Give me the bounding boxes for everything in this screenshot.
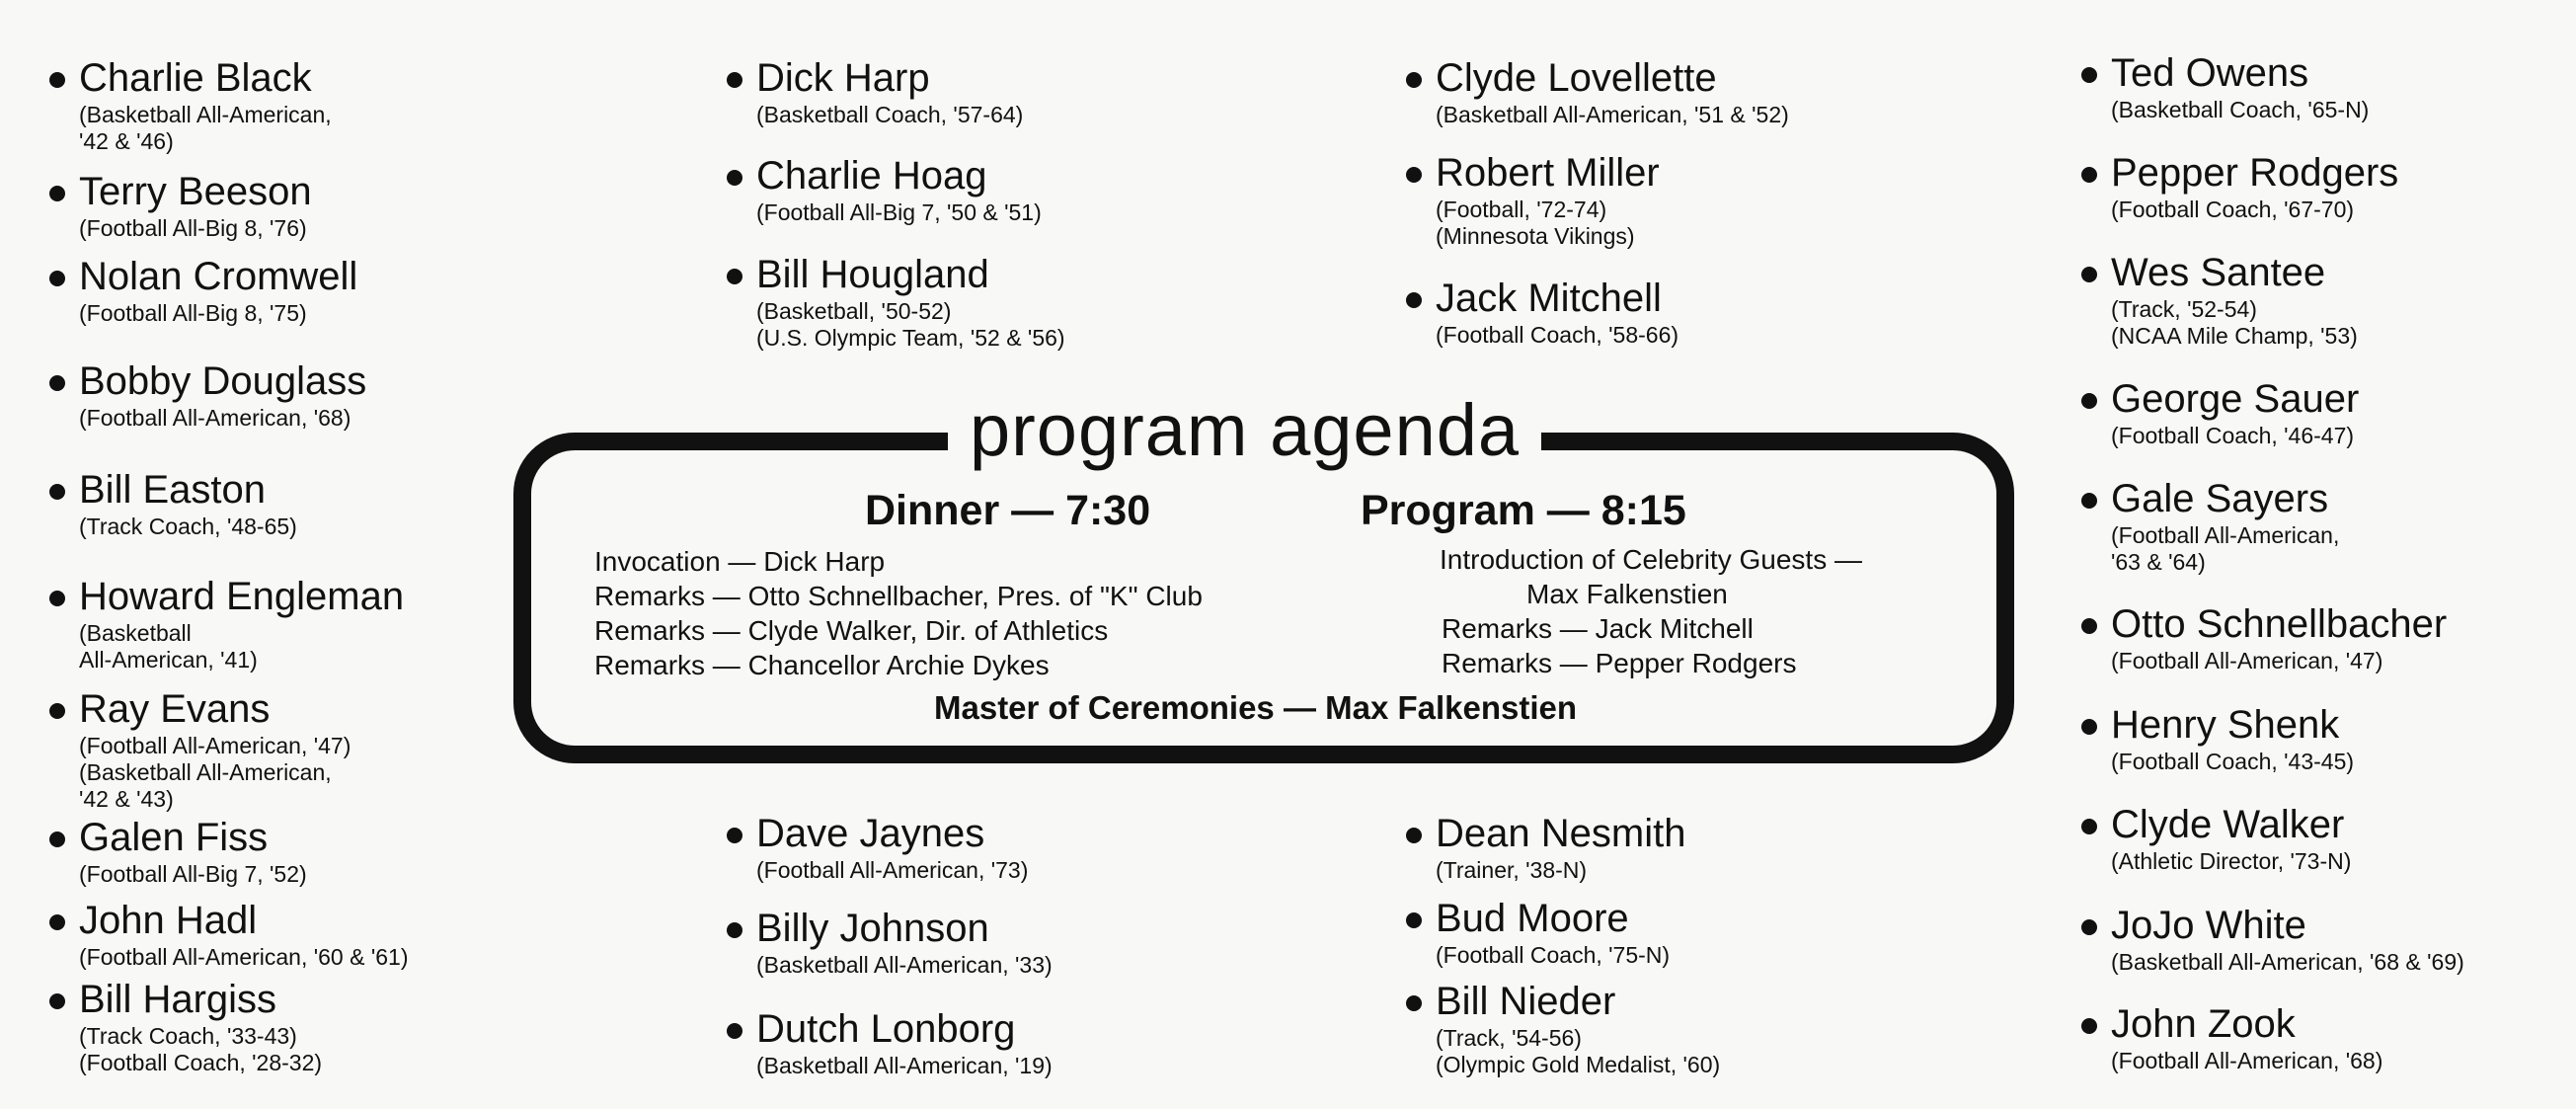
- bullet-icon: [727, 170, 742, 186]
- bullet-icon: [2081, 618, 2097, 634]
- person-detail: (Trainer, '38-N): [1436, 857, 1588, 883]
- bullet-icon: [727, 1023, 742, 1039]
- person-detail: (Football All-American, '68): [79, 405, 351, 431]
- person-name: Bill Easton: [79, 468, 266, 512]
- agenda-title: program agenda: [948, 387, 1541, 474]
- person-detail: (Basketball Coach, '57-64): [756, 102, 1024, 127]
- person-name: Dean Nesmith: [1436, 812, 1686, 855]
- person-name: Clyde Lovellette: [1436, 56, 1717, 100]
- person-name: Terry Beeson: [79, 170, 312, 213]
- person-detail: (Football Coach, '67-70): [2111, 197, 2355, 222]
- bullet-icon: [2081, 1018, 2097, 1034]
- person-name: Bill Nieder: [1436, 980, 1616, 1023]
- person-detail: (Track Coach, '33-43) (Football Coach, '28-32): [79, 1023, 323, 1075]
- person-name: Nolan Cromwell: [79, 255, 358, 298]
- person-name: Otto Schnellbacher: [2111, 602, 2448, 646]
- dinner-item: Remarks — Otto Schnellbacher, Pres. of "K" Club: [594, 581, 1203, 611]
- bullet-icon: [49, 993, 65, 1009]
- bullet-icon: [727, 72, 742, 88]
- person-name: Bill Hougland: [756, 253, 989, 296]
- person-name: John Zook: [2111, 1002, 2296, 1046]
- person-name: Henry Shenk: [2111, 703, 2340, 747]
- person-detail: (Basketball All-American, '19): [756, 1053, 1053, 1078]
- bullet-icon: [2081, 719, 2097, 735]
- person-detail: (Athletic Director, '73-N): [2111, 848, 2352, 874]
- bullet-icon: [49, 375, 65, 391]
- person-name: Ray Evans: [79, 687, 271, 731]
- bullet-icon: [49, 72, 65, 88]
- bullet-icon: [49, 591, 65, 606]
- person-detail: (Basketball All-American, '33): [756, 952, 1053, 978]
- program-item: Remarks — Jack Mitchell: [1442, 613, 1754, 644]
- bullet-icon: [49, 186, 65, 201]
- person-detail: (Football All-American, '63 & '64): [2111, 522, 2340, 575]
- bullet-icon: [2081, 493, 2097, 509]
- person-name: Billy Johnson: [756, 907, 989, 950]
- person-name: Charlie Black: [79, 56, 312, 100]
- person-detail: (Basketball All-American, '41): [79, 620, 258, 673]
- bullet-icon: [1406, 292, 1422, 308]
- person-name: Clyde Walker: [2111, 803, 2345, 846]
- bullet-icon: [49, 703, 65, 719]
- program-heading: Program — 8:15: [1361, 487, 1686, 534]
- person-name: Ted Owens: [2111, 51, 2309, 95]
- person-detail: (Track, '54-56) (Olympic Gold Medalist, '60): [1436, 1025, 1721, 1077]
- person-name: Jack Mitchell: [1436, 277, 1662, 320]
- person-detail: (Basketball All-American, '51 & '52): [1436, 102, 1789, 127]
- person-name: Dutch Lonborg: [756, 1007, 1016, 1051]
- bullet-icon: [2081, 67, 2097, 83]
- person-name: Pepper Rodgers: [2111, 151, 2399, 195]
- bullet-icon: [1406, 912, 1422, 928]
- person-detail: (Football, '72-74) (Minnesota Vikings): [1436, 197, 1635, 249]
- person-detail: (Track, '52-54) (NCAA Mile Champ, '53): [2111, 296, 2358, 349]
- person-detail: (Track Coach, '48-65): [79, 514, 297, 539]
- person-detail: (Football All-Big 7, '52): [79, 861, 307, 887]
- person-name: Bud Moore: [1436, 897, 1629, 940]
- bullet-icon: [49, 914, 65, 930]
- dinner-item: Invocation — Dick Harp: [594, 546, 886, 577]
- person-detail: (Football All-Big 8, '75): [79, 300, 307, 326]
- person-name: JoJo White: [2111, 904, 2306, 947]
- person-detail: (Football All-Big 8, '76): [79, 215, 307, 241]
- bullet-icon: [727, 269, 742, 284]
- bullet-icon: [1406, 995, 1422, 1011]
- program-item: Max Falkenstien: [1526, 579, 1728, 609]
- dinner-item: Remarks — Chancellor Archie Dykes: [594, 650, 1050, 680]
- bullet-icon: [727, 922, 742, 938]
- person-name: Dick Harp: [756, 56, 930, 100]
- bullet-icon: [1406, 72, 1422, 88]
- bullet-icon: [2081, 919, 2097, 935]
- person-name: Charlie Hoag: [756, 154, 987, 198]
- person-detail: (Basketball All-American, '68 & '69): [2111, 949, 2464, 975]
- person-name: Howard Engleman: [79, 575, 405, 618]
- person-detail: (Football All-American, '73): [756, 857, 1029, 883]
- person-detail: (Basketball, '50-52) (U.S. Olympic Team, '52 & '56): [756, 298, 1065, 351]
- person-name: Bill Hargiss: [79, 978, 277, 1021]
- person-detail: (Football All-American, '47) (Basketball All-American, '42 & '43): [79, 733, 351, 812]
- person-name: Robert Miller: [1436, 151, 1660, 195]
- master-of-ceremonies: Master of Ceremonies — Max Falkenstien: [934, 689, 1578, 726]
- bullet-icon: [1406, 828, 1422, 843]
- bullet-icon: [2081, 819, 2097, 834]
- person-name: Wes Santee: [2111, 251, 2326, 294]
- program-item: Remarks — Pepper Rodgers: [1442, 648, 1797, 678]
- person-detail: (Football All-American, '68): [2111, 1048, 2383, 1073]
- person-name: Bobby Douglass: [79, 359, 367, 403]
- person-name: George Sauer: [2111, 377, 2360, 421]
- bullet-icon: [1406, 167, 1422, 183]
- person-name: Dave Jaynes: [756, 812, 985, 855]
- person-detail: (Basketball All-American, '42 & '46): [79, 102, 332, 154]
- bullet-icon: [49, 832, 65, 847]
- person-name: Gale Sayers: [2111, 477, 2329, 520]
- bullet-icon: [2081, 167, 2097, 183]
- person-detail: (Football Coach, '46-47): [2111, 423, 2355, 448]
- bullet-icon: [727, 828, 742, 843]
- dinner-item: Remarks — Clyde Walker, Dir. of Athletics: [594, 615, 1109, 646]
- person-detail: (Football All-Big 7, '50 & '51): [756, 199, 1042, 225]
- person-detail: (Football Coach, '58-66): [1436, 322, 1679, 348]
- bullet-icon: [2081, 393, 2097, 409]
- person-name: John Hadl: [79, 899, 258, 942]
- person-detail: (Football All-American, '60 & '61): [79, 944, 409, 970]
- person-detail: (Football Coach, '43-45): [2111, 749, 2355, 774]
- bullet-icon: [2081, 267, 2097, 282]
- person-name: Galen Fiss: [79, 816, 269, 859]
- person-detail: (Basketball Coach, '65-N): [2111, 97, 2370, 122]
- bullet-icon: [49, 484, 65, 500]
- person-detail: (Football All-American, '47): [2111, 648, 2383, 673]
- dinner-heading: Dinner — 7:30: [865, 487, 1151, 534]
- program-item: Introduction of Celebrity Guests —: [1440, 544, 1862, 575]
- person-detail: (Football Coach, '75-N): [1436, 942, 1671, 968]
- bullet-icon: [49, 271, 65, 286]
